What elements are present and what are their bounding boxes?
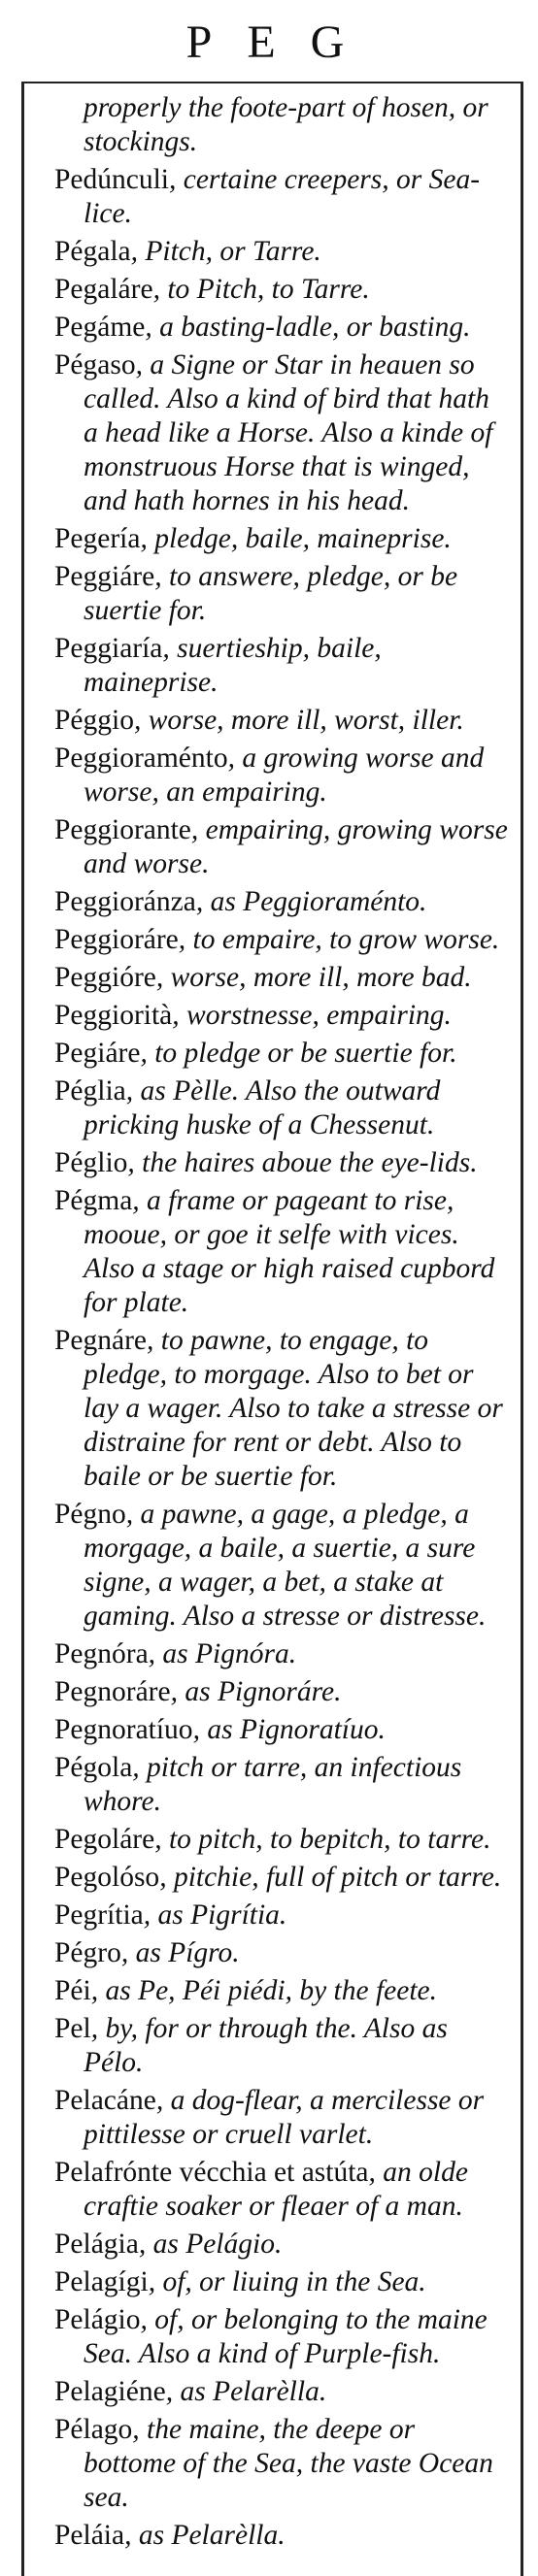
entry-headword: Pégola [54, 1752, 133, 1783]
entry-definition: , to pitch, to bepitch, to tarre. [154, 1824, 491, 1855]
entry-definition: , pitchie, full of pitch or tarre. [159, 1862, 502, 1893]
entry-headword: Pégro [54, 1937, 121, 1968]
dictionary-entry [54, 1324, 511, 1494]
dictionary-entry [54, 1675, 511, 1709]
entry-definition: , worstnesse, empairing. [172, 1000, 452, 1031]
entry-definition: , to Pitch, to Tarre. [152, 274, 370, 305]
entry-headword: Peggiorità [54, 1000, 173, 1031]
dictionary-column [54, 91, 511, 2557]
entry-definition: , an olde craftie soaker or fleaer of a man. [84, 2157, 468, 2222]
entry-definition: , the haires aboue the eye-lids. [127, 1147, 478, 1178]
entry-headword: Pegería [54, 523, 141, 554]
dictionary-entry [54, 311, 511, 345]
entry-headword: Pelagígi [54, 2266, 149, 2297]
entry-headword: Pegáme [54, 312, 146, 343]
entry-definition: , a dog-flear, a mercilesse or pittilesse or cruell varlet. [84, 2085, 485, 2150]
entry-definition: , as Pigrítia. [143, 1899, 287, 1931]
entry-definition: , a basting-ladle, or basting. [145, 312, 471, 343]
dictionary-entry [54, 1899, 511, 1932]
entry-definition: , a pawne, a gage, a pledge, a morgage, a baile, a suertie, a sure signe, a wager, a bet, a stake at gaming. Also a stresse or distresse. [84, 1499, 487, 1632]
dictionary-entry [54, 2519, 511, 2553]
entry-headword: Pelágio [54, 2304, 141, 2335]
entry-headword: Pel [54, 2013, 91, 2044]
entry-headword: Pegolóso [54, 1862, 160, 1893]
dictionary-entry [54, 1037, 511, 1071]
entry-definition: , to empaire, to grow worse. [178, 924, 500, 955]
entry-definition: , as Peggioraménto. [195, 886, 427, 917]
entry-definition: , as Pelarèlla. [124, 2520, 286, 2551]
dictionary-entry [54, 1861, 511, 1895]
entry-definition: , as Pelágio. [138, 2229, 283, 2260]
entry-definition: , as Pignoratíuo. [192, 1714, 386, 1745]
entry-definition: , Pitch, or Tarre. [130, 236, 321, 267]
entry-headword: Pegiáre [54, 1038, 141, 1069]
dictionary-entry [54, 2265, 511, 2299]
dictionary-entry [54, 923, 511, 957]
entry-headword: Péglio [54, 1147, 128, 1178]
dictionary-entry [54, 91, 511, 159]
entry-headword: Pégno [54, 1499, 126, 1530]
entry-definition: , pledge, baile, maineprise. [140, 523, 452, 554]
entry-definition: , as Pignóra. [148, 1638, 297, 1669]
entry-headword: Peggiorante [54, 814, 191, 845]
entry-headword: Peggióre [54, 962, 156, 993]
entry-headword: Pélago [54, 2414, 133, 2445]
dictionary-entry [54, 1936, 511, 1970]
dictionary-entry [54, 2012, 511, 2080]
entry-definition: , empairing, growing worse and worse. [84, 814, 508, 879]
column-left-rule [21, 82, 24, 2576]
dictionary-entry [54, 632, 511, 700]
entry-headword: Pelagiéne [54, 2376, 166, 2407]
column-right-rule [521, 82, 523, 2576]
entry-headword: Pelágia [54, 2229, 139, 2260]
entry-definition: , worse, more ill, more bad. [155, 962, 472, 993]
entry-headword: Peláia [54, 2520, 125, 2551]
entry-headword: Peggioránza [54, 886, 196, 917]
dictionary-entry [54, 1713, 511, 1747]
dictionary-entry [54, 961, 511, 995]
entry-headword: Péglia [54, 1075, 126, 1106]
entry-definition: , by, for or through the. Also as Pélo. [84, 2013, 448, 2078]
entry-definition: , worse, more ill, worst, iller. [133, 705, 464, 736]
dictionary-entry [54, 2084, 511, 2152]
entry-definition: , of, or belonging to the maine Sea. Also a kind of Purple-fish. [84, 2304, 488, 2369]
dictionary-entry [54, 2413, 511, 2515]
entry-definition: , to pledge or be suertie for. [140, 1038, 457, 1069]
entry-definition: , a growing worse and worse, an empairing. [84, 743, 485, 808]
entry-headword: Peggiáre [54, 561, 155, 592]
entry-definition: , as Pelarèlla. [165, 2376, 327, 2407]
entry-headword: Pelafrónte vécchia et astúta [54, 2157, 369, 2188]
entry-headword: Pegaláre [54, 274, 153, 305]
entry-definition: , to answere, pledge, or be suertie for. [84, 561, 458, 626]
dictionary-entry [54, 163, 511, 231]
dictionary-entry [54, 742, 511, 809]
entry-headword: Pegrítia [54, 1899, 144, 1931]
entry-definition: , as Pe, Péi piédi, by the feete. [90, 1975, 438, 2006]
dictionary-entry [54, 2375, 511, 2409]
dictionary-entry [54, 348, 511, 518]
entry-definition: , suertieship, baile, maineprise. [84, 633, 382, 698]
entry-definition: , pitch or tarre, an infectious whore. [84, 1752, 462, 1817]
dictionary-entry [54, 885, 511, 919]
entry-headword: Pégala [54, 236, 131, 267]
dictionary-entry [54, 273, 511, 307]
dictionary-entry [54, 999, 511, 1033]
column-top-rule [21, 82, 523, 83]
entry-headword: Peggioraménto [54, 743, 228, 774]
dictionary-entry [54, 522, 511, 556]
dictionary-entry [54, 813, 511, 881]
entry-definition: , of, or liuing in the Sea. [148, 2266, 426, 2297]
entry-headword: Pegnoráre [54, 1676, 171, 1707]
dictionary-entry [54, 2156, 511, 2224]
entry-headword: Pégaso [54, 349, 136, 380]
dictionary-entry [54, 1074, 511, 1142]
entry-definition: , as Pignoráre. [170, 1676, 342, 1707]
dictionary-entry [54, 2228, 511, 2262]
entry-headword: Pégma [54, 1185, 133, 1216]
entry-definition: , a Signe or Star in heauen so called. Also a kind of bird that hath a head like a Horse. Also a kinde of monstruous Horse that is winged, and hath hornes in his head. [84, 349, 493, 516]
dictionary-entry [54, 1974, 511, 2008]
entry-headword: Pegoláre [54, 1824, 155, 1855]
entry-definition: , certaine creepers, or Sea-lice. [84, 164, 481, 229]
entry-definition: properly the foote-part of hosen, or stockings. [84, 92, 488, 157]
entry-definition: , as Pèlle. Also the outward pricking huske of a Chessenut. [84, 1075, 441, 1140]
dictionary-entry [54, 1184, 511, 1320]
dictionary-entry [54, 1823, 511, 1857]
entry-definition: , to pawne, to engage, to pledge, to morgage. Also to bet or lay a wager. Also to take a stresse or distraine for rent or debt. Also to baile or be suertie for. [84, 1325, 503, 1492]
dictionary-entry [54, 1637, 511, 1671]
entry-definition: , as Pígro. [120, 1937, 240, 1968]
dictionary-entry [54, 235, 511, 269]
page-header [0, 0, 538, 93]
entry-headword: Peggioráre [54, 924, 179, 955]
entry-headword: Pegnoratíuo [54, 1714, 193, 1745]
entry-headword: Pegnóra [54, 1638, 149, 1669]
dictionary-entry [54, 2303, 511, 2371]
entry-definition: , the maine, the deepe or bottome of the Sea, the vaste Ocean sea. [84, 2414, 493, 2513]
entry-headword: Pedúnculi [54, 164, 169, 195]
dictionary-entry [54, 1146, 511, 1180]
dictionary-entry [54, 704, 511, 738]
entry-headword: Peggiaría [54, 633, 163, 664]
entry-headword: Péi [54, 1975, 91, 2006]
entry-headword: Pegnáre [54, 1325, 148, 1356]
dictionary-entry [54, 560, 511, 628]
entry-headword: Péggio [54, 705, 134, 736]
entry-definition: , a frame or pageant to rise, mooue, or goe it selfe with vices. Also a stage or high raised cupbord for plate. [84, 1185, 495, 1318]
dictionary-entry [54, 1751, 511, 1819]
running-head: PEG [185, 17, 380, 68]
dictionary-entry [54, 1498, 511, 1634]
entry-headword: Pelacáne [54, 2085, 156, 2116]
